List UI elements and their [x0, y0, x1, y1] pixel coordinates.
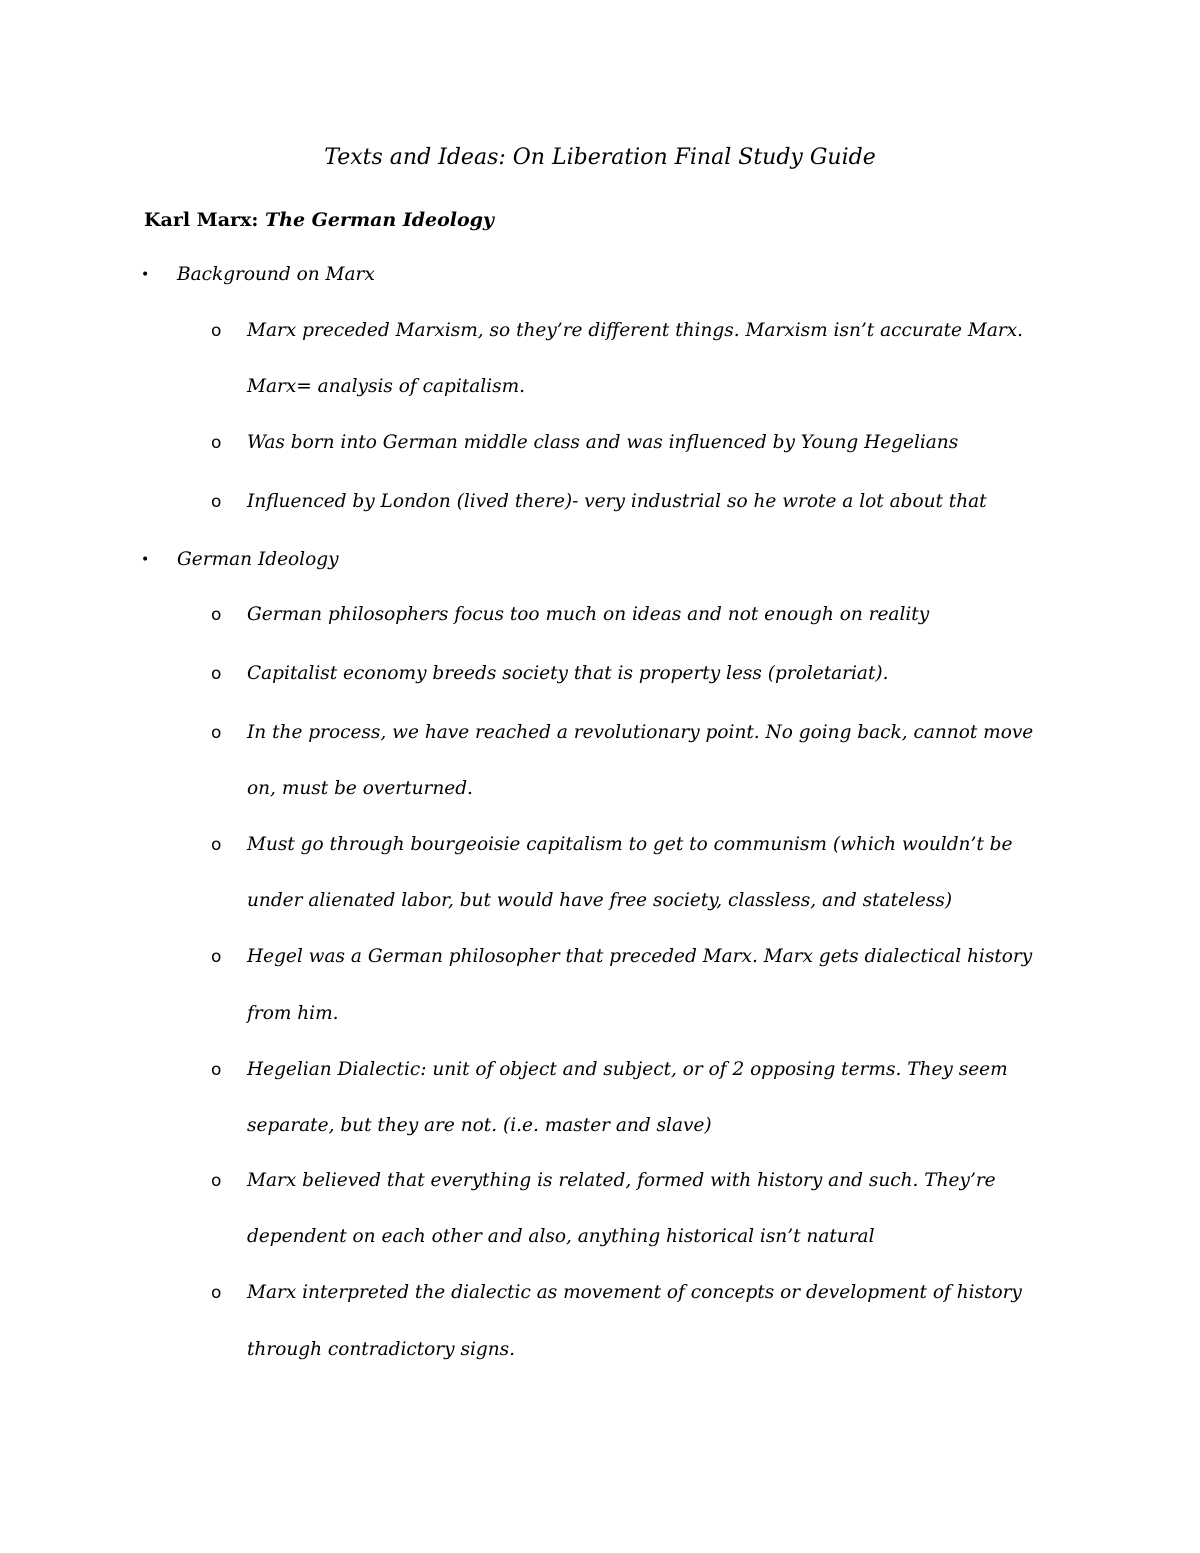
section-author: Karl Marx:: [144, 209, 259, 231]
subbullet-marker: o: [211, 664, 222, 684]
sub-item-line: from him.: [247, 1003, 339, 1024]
sub-item-line: Was born into German middle class and was influenced by Young Hegelians: [247, 432, 959, 453]
sub-item-line: Marx believed that everything is related, formed with history and such. They’re: [247, 1170, 996, 1191]
subbullet-marker: o: [211, 835, 222, 855]
section-heading: [144, 203, 494, 237]
subbullet-marker: o: [211, 605, 222, 625]
sub-item-line: Hegel was a German philosopher that preceded Marx. Marx gets dialectical history: [247, 946, 1033, 967]
sub-item-line: In the process, we have reached a revolutionary point. No going back, cannot move: [247, 722, 1034, 743]
subbullet-marker: o: [211, 1283, 222, 1303]
sub-item-line: Hegelian Dialectic: unit of object and subject, or of 2 opposing terms. They seem: [247, 1059, 1008, 1080]
section-work-title: The German Ideology: [265, 209, 494, 231]
subbullet-marker: o: [211, 947, 222, 967]
sub-item-line: Must go through bourgeoisie capitalism to get to communism (which wouldn’t be: [247, 834, 1013, 855]
sub-item-line: Marx= analysis of capitalism.: [247, 376, 525, 397]
sub-item-line: Marx interpreted the dialectic as movement of concepts or development of history: [247, 1282, 1022, 1303]
list-item-background: Background on Marx: [177, 264, 375, 285]
sub-item-line: German philosophers focus too much on ideas and not enough on reality: [247, 604, 930, 625]
subbullet-marker: o: [211, 723, 222, 743]
subbullet-marker: o: [211, 321, 222, 341]
subbullet-marker: o: [211, 1060, 222, 1080]
sub-item-line: dependent on each other and also, anything historical isn’t natural: [247, 1226, 875, 1247]
subbullet-marker: o: [211, 492, 222, 512]
sub-item-line: under alienated labor, but would have free society, classless, and stateless): [247, 890, 953, 911]
sub-item-line: separate, but they are not. (i.e. master and slave): [247, 1115, 712, 1136]
sub-item-line: Influenced by London (lived there)- very industrial so he wrote a lot about that: [247, 491, 987, 512]
bullet-marker: •: [141, 552, 150, 568]
sub-item-line: Marx preceded Marxism, so they’re different things. Marxism isn’t accurate Marx.: [247, 320, 1024, 341]
document-title: Texts and Ideas: On Liberation Final Study Guide: [324, 145, 876, 170]
sub-item-line: through contradictory signs.: [247, 1339, 516, 1360]
list-item-german-ideology: German Ideology: [177, 549, 339, 570]
bullet-marker: •: [141, 267, 150, 283]
subbullet-marker: o: [211, 433, 222, 453]
subbullet-marker: o: [211, 1171, 222, 1191]
sub-item-line: Capitalist economy breeds society that is property less (proletariat).: [247, 663, 889, 684]
sub-item-line: on, must be overturned.: [247, 778, 473, 799]
